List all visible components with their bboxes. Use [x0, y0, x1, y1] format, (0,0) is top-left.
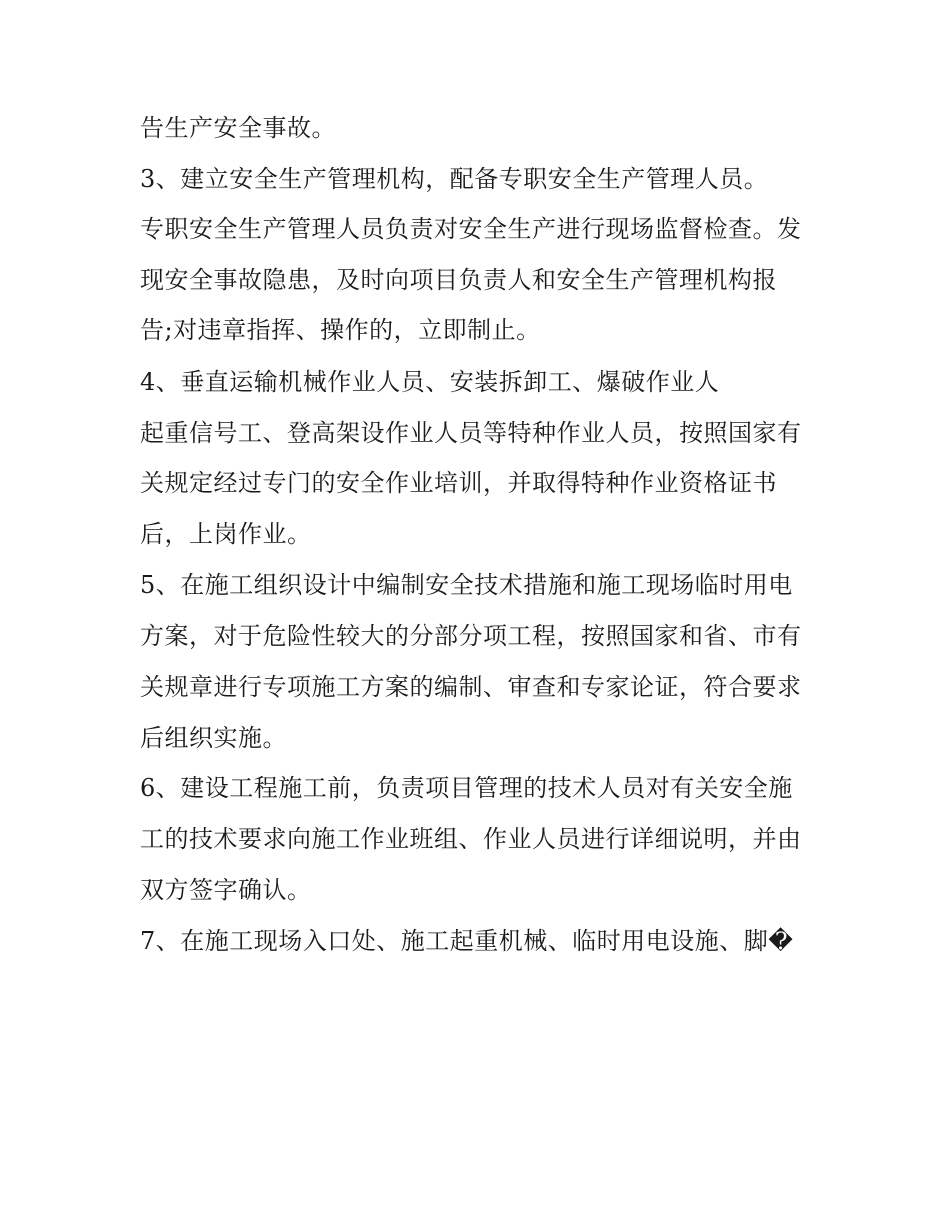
text-line: 关规章进行专项施工方案的编制、审查和专家论证，符合要求 [140, 673, 802, 701]
text-line: 告;对违章指挥、操作的，立即制止。 [140, 316, 541, 344]
text-line: 工的技术要求向施工作业班组、作业人员进行详细说明，并由 [140, 825, 802, 853]
text-line: 后组织实施。 [140, 724, 287, 752]
text-line: 7、在施工现场入口处、施工起重机械、临时用电设施、脚� [140, 927, 794, 955]
text-line: 3、建立安全生产管理机构，配备专职安全生产管理人员。 [140, 165, 769, 193]
text-line: 专职安全生产管理人员负责对安全生产进行现场监督检查。发 [140, 215, 802, 243]
text-line: 告生产安全事故。 [140, 114, 336, 142]
text-line: 4、垂直运输机械作业人员、安装拆卸工、爆破作业人 [140, 368, 720, 396]
text-line: 现安全事故隐患，及时向项目负责人和安全生产管理机构报 [140, 266, 777, 294]
text-line: 关规定经过专门的安全作业培训，并取得特种作业资格证书 [140, 469, 777, 497]
text-line: 5、在施工组织设计中编制安全技术措施和施工现场临时用电 [140, 571, 793, 599]
text-line: 后，上岗作业。 [140, 520, 312, 548]
text-line: 双方签字确认。 [140, 876, 312, 904]
text-line: 起重信号工、登高架设作业人员等特种作业人员，按照国家有 [140, 419, 802, 447]
text-line: 方案，对于危险性较大的分部分项工程，按照国家和省、市有 [140, 622, 802, 650]
text-line: 6、建设工程施工前，负责项目管理的技术人员对有关安全施 [140, 774, 793, 802]
